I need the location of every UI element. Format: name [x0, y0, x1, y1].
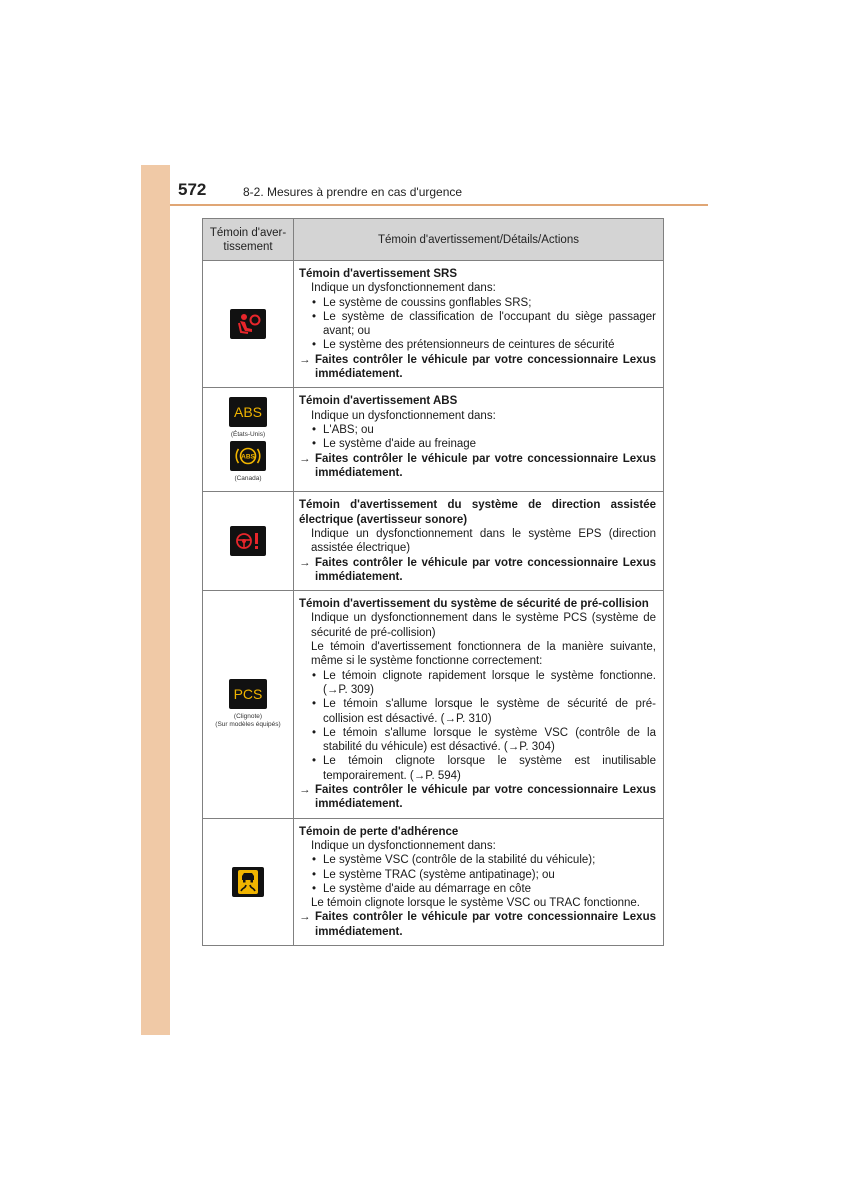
icon-cell: [203, 818, 294, 945]
bullet-list: [299, 853, 656, 896]
list-item: • L'ABS; ou: [311, 423, 656, 437]
list-item: • Le témoin clignote lorsque le système est inutilisable temporairement. (→P. 594): [311, 754, 656, 783]
arrow-icon: →: [299, 452, 311, 465]
list-item: • Le témoin clignote rapidement lorsque le système fonctionne. (→P. 309): [311, 669, 656, 698]
table-row: [203, 388, 664, 492]
steering-warning-icon: [230, 526, 266, 556]
abs-circle-label: ABS: [241, 453, 255, 461]
action-text: Faites contrôler le véhicule par votre concessionnaire Lexus immédiatement.: [315, 784, 656, 811]
row-action: [299, 556, 656, 585]
row-title: Témoin d'avertissement ABS: [299, 395, 458, 408]
icon-group-canada: [205, 441, 291, 483]
list-item: • Le système de classification de l'occupant du siège passager avant; ou: [311, 310, 656, 339]
row-title: Témoin d'avertissement SRS: [299, 268, 458, 280]
table-row: [203, 261, 664, 388]
action-text: Faites contrôler le véhicule par votre concessionnaire Lexus immédiatement.: [315, 911, 656, 938]
arrow-icon: →: [299, 784, 311, 797]
row-intro: Indique un dysfonctionnement dans le système EPS (direction assistée électrique): [311, 527, 656, 555]
row-intro: Indique un dysfonctionnement dans:: [311, 839, 496, 852]
abs-text-warning-icon: ABS: [229, 397, 267, 427]
arrow-icon: →: [299, 556, 311, 569]
row-title: Témoin d'avertissement du système de direction assistée électrique (avertisseur sonore): [299, 499, 656, 526]
table-header-row: [203, 219, 664, 261]
icon-group-us: [205, 397, 291, 439]
details-cell: [294, 591, 664, 818]
row-intro: Indique un dysfonctionnement dans le système PCS (système de sécurité de pré-collision): [311, 612, 656, 639]
icon-caption: (Sur modèles équipés): [215, 721, 281, 729]
table-row: [203, 492, 664, 591]
row-action: [299, 452, 656, 481]
icon-caption: (Canada): [234, 474, 262, 482]
details-cell: [294, 492, 664, 591]
action-text: Faites contrôler le véhicule par votre concessionnaire Lexus immédiatement.: [315, 556, 656, 583]
details-cell: [294, 261, 664, 388]
icon-cell: [203, 388, 294, 492]
details-cell: [294, 388, 664, 492]
action-text: Faites contrôler le véhicule par votre concessionnaire Lexus immédiatement.: [315, 452, 656, 479]
table-row: [203, 591, 664, 818]
list-item: • Le système de coussins gonflables SRS;: [311, 296, 656, 310]
pcs-text-warning-icon: PCS: [229, 679, 267, 709]
bullet-list: [299, 423, 656, 452]
bullet-list: [299, 296, 656, 353]
action-text: Faites contrôler le véhicule par votre concessionnaire Lexus immédiatement.: [315, 353, 656, 381]
section-title: 8-2. Mesures à prendre en cas d'urgence: [243, 185, 463, 199]
page-number: 572: [178, 180, 207, 199]
page-header: [170, 176, 708, 206]
column-header-details: Témoin d'avertissement/Détails/Actions: [294, 219, 664, 261]
row-intro-secondary: Le témoin d'avertissement fonctionnera de la manière suivante, même si le système fonctionne correctement:: [311, 641, 656, 668]
slip-indicator-icon: [232, 867, 264, 897]
row-action: [299, 910, 656, 939]
list-item: • Le témoin s'allume lorsque le système VSC (contrôle de la stabilité du véhicule) est désactivé. (→P. 304): [311, 726, 656, 755]
warning-lights-table: [202, 218, 664, 946]
row-intro-secondary: Le témoin clignote lorsque le système VSC ou TRAC fonctionne.: [311, 897, 640, 910]
table-row: [203, 818, 664, 945]
chapter-side-band: [141, 165, 170, 1035]
icon-cell: [203, 591, 294, 818]
arrow-icon: →: [299, 353, 311, 366]
list-item: • Le système VSC (contrôle de la stabilité du véhicule);: [311, 853, 656, 867]
row-action: [299, 783, 656, 812]
abs-circle-warning-icon: [230, 441, 266, 471]
bullet-list: [299, 669, 656, 783]
icon-caption: (Clignote): [233, 713, 263, 721]
row-action: [299, 353, 656, 382]
row-title: Témoin d'avertissement du système de sécurité de pré-collision: [299, 598, 649, 611]
airbag-warning-icon: [230, 309, 266, 339]
list-item: • Le système TRAC (système antipatinage); ou: [311, 868, 656, 882]
row-intro: Indique un dysfonctionnement dans:: [311, 282, 496, 295]
column-header-light: Témoin d'aver- tissement: [203, 219, 294, 261]
arrow-icon: →: [299, 911, 311, 924]
details-cell: [294, 818, 664, 945]
list-item: • Le témoin s'allume lorsque le système de sécurité de pré-collision est désactivé. (→P. 310): [311, 697, 656, 726]
list-item: • Le système d'aide au démarrage en côte: [311, 882, 656, 896]
icon-cell: [203, 492, 294, 591]
list-item: • Le système des prétensionneurs de ceintures de sécurité: [311, 338, 656, 352]
row-title: Témoin de perte d'adhérence: [299, 825, 459, 838]
icon-caption: (États-Unis): [230, 430, 266, 438]
header-rule: [170, 204, 708, 206]
row-intro: Indique un dysfonctionnement dans:: [311, 409, 496, 422]
list-item: • Le système d'aide au freinage: [311, 437, 656, 451]
icon-cell: [203, 261, 294, 388]
